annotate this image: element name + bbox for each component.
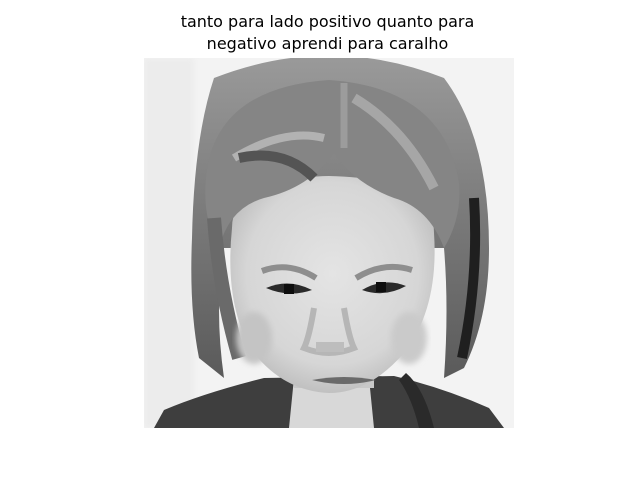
face-image [144, 58, 514, 428]
nose-tip-shadow [316, 342, 344, 352]
face-image-canvas [144, 58, 514, 428]
left-pupil [284, 284, 294, 294]
figure-title-line-2: negativo aprendi para caralho [206, 34, 449, 53]
figure-title [0, 11, 640, 55]
right-cheek-shade [391, 312, 427, 364]
left-cheek-shade [236, 312, 272, 364]
right-pupil [376, 282, 386, 292]
figure-title-line-1: tanto para lado positivo quanto para [180, 12, 475, 31]
background-shade-left [144, 58, 194, 428]
face-pixel-layer [144, 58, 514, 428]
